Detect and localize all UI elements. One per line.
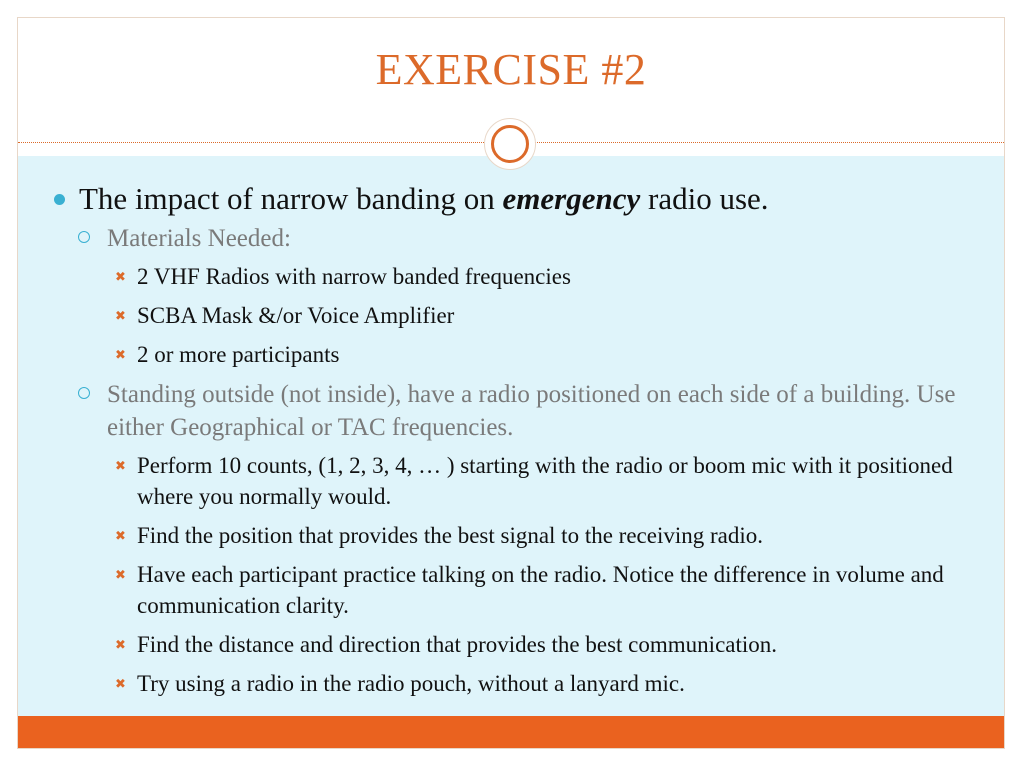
section-heading-text: Materials Needed:	[107, 225, 291, 252]
list-item	[18, 629, 1004, 660]
list-item-text: Find the distance and direction that provides the best communication.	[137, 632, 778, 657]
list-item	[18, 668, 1004, 699]
star-bullet-icon: ✖	[115, 677, 126, 692]
list-item-text: SCBA Mask &/or Voice Amplifier	[137, 303, 455, 328]
filled-dot-bullet-icon	[54, 194, 65, 205]
list-item	[18, 520, 1004, 551]
main-bullet-text-after: radio use.	[640, 181, 769, 216]
star-bullet-icon: ✖	[115, 529, 126, 544]
star-bullet-icon: ✖	[115, 348, 126, 363]
star-bullet-icon: ✖	[115, 270, 126, 285]
slide	[17, 17, 1005, 749]
list-item-text: Perform 10 counts, (1, 2, 3, 4, … ) starting with the radio or boom mic with it positioned where you normally would.	[137, 453, 953, 509]
list-item-text: 2 or more participants	[137, 342, 340, 367]
section-heading-procedure	[18, 378, 1004, 444]
footer-bar	[18, 716, 1004, 749]
list-item	[18, 261, 1004, 292]
star-bullet-icon: ✖	[115, 459, 126, 474]
list-item-text: Find the position that provides the best signal to the receiving radio.	[137, 523, 763, 548]
list-item-text: Have each participant practice talking on the radio. Notice the difference in volume and communication clarity.	[137, 562, 944, 618]
list-item-text: Try using a radio in the radio pouch, without a lanyard mic.	[137, 671, 685, 696]
star-bullet-icon: ✖	[115, 638, 126, 653]
slide-content	[18, 180, 1004, 707]
list-item	[18, 450, 1004, 512]
circle-ornament-icon	[484, 118, 536, 170]
ring-icon	[491, 125, 529, 163]
section-heading-text: Standing outside (not inside), have a radio positioned on each side of a building. Use either Geographical or TAC frequencies.	[107, 381, 956, 441]
star-bullet-icon: ✖	[115, 568, 126, 583]
list-item-text: 2 VHF Radios with narrow banded frequencies	[137, 264, 571, 289]
hollow-circle-bullet-icon	[78, 231, 90, 243]
list-item	[18, 300, 1004, 331]
slide-title: EXERCISE #2	[375, 45, 647, 94]
section-heading-materials	[18, 222, 1004, 255]
main-bullet-text-before: The impact of narrow banding on	[79, 181, 503, 216]
list-item	[18, 559, 1004, 621]
hollow-circle-bullet-icon	[78, 387, 90, 399]
main-bullet-emphasis: emergency	[502, 181, 641, 216]
list-item	[18, 339, 1004, 370]
main-bullet	[18, 180, 1004, 218]
star-bullet-icon: ✖	[115, 309, 126, 324]
